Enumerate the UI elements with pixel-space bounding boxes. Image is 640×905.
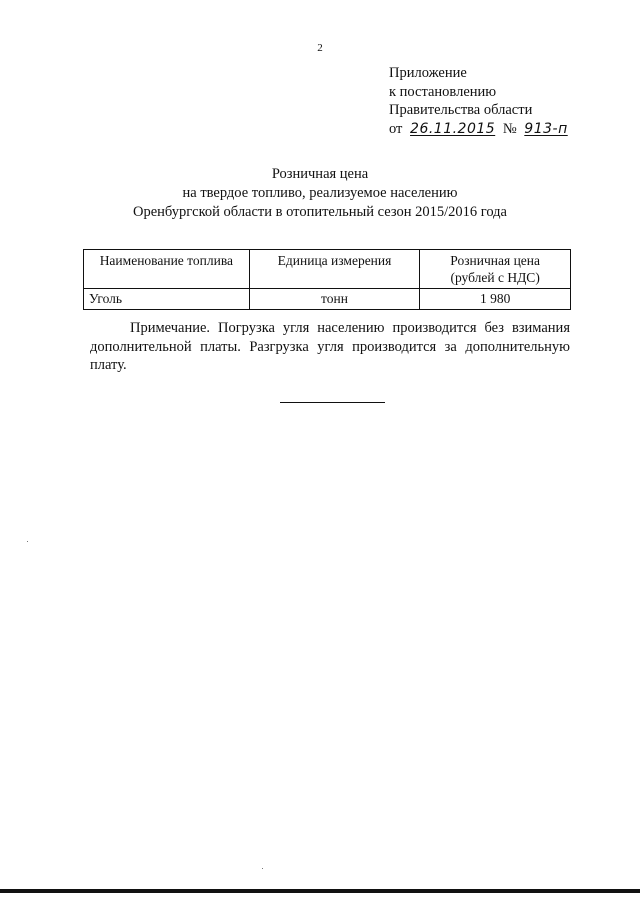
appendix-date-line [389,120,572,139]
cell-price: 1 980 [420,289,571,310]
title-line-1: Розничная цена [271,166,369,182]
number-sign: № [502,120,517,137]
document-title [0,165,640,222]
appendix-block [389,64,572,138]
appendix-line-1: Приложение [389,65,467,81]
page-number: 2 [317,42,323,54]
title-line-3: Оренбургской области в отопительный сезон 2015/2016 года [132,204,507,220]
header-price-line-1: Розничная цена [450,253,541,268]
separator-line [280,402,385,403]
scan-speck [27,541,28,542]
appendix-line-3: Правительства области [389,102,533,118]
header-unit: Единица измерения [249,250,420,289]
appendix-line-2: к постановлению [389,83,497,100]
scan-speck [262,868,263,869]
note-paragraph: Примечание. Погрузка угля населению производится без взимания дополнительной платы. Разгрузка угля производится за дополнительную плату. [90,320,570,373]
handwritten-number: 913-п [524,120,568,137]
scan-bottom-bar [0,889,640,893]
table-header-row [84,250,571,289]
price-table [83,249,571,310]
date-prefix: от [389,120,403,137]
header-price [420,250,571,289]
cell-unit: тонн [249,289,420,310]
header-fuel: Наименование топлива [84,250,250,289]
table-row [84,289,571,310]
header-price-line-2: (рублей с НДС) [450,270,540,285]
cell-fuel: Уголь [84,289,250,310]
handwritten-date: 26.11.2015 [410,120,496,137]
title-line-2: на твердое топливо, реализуемое населению [182,185,458,201]
